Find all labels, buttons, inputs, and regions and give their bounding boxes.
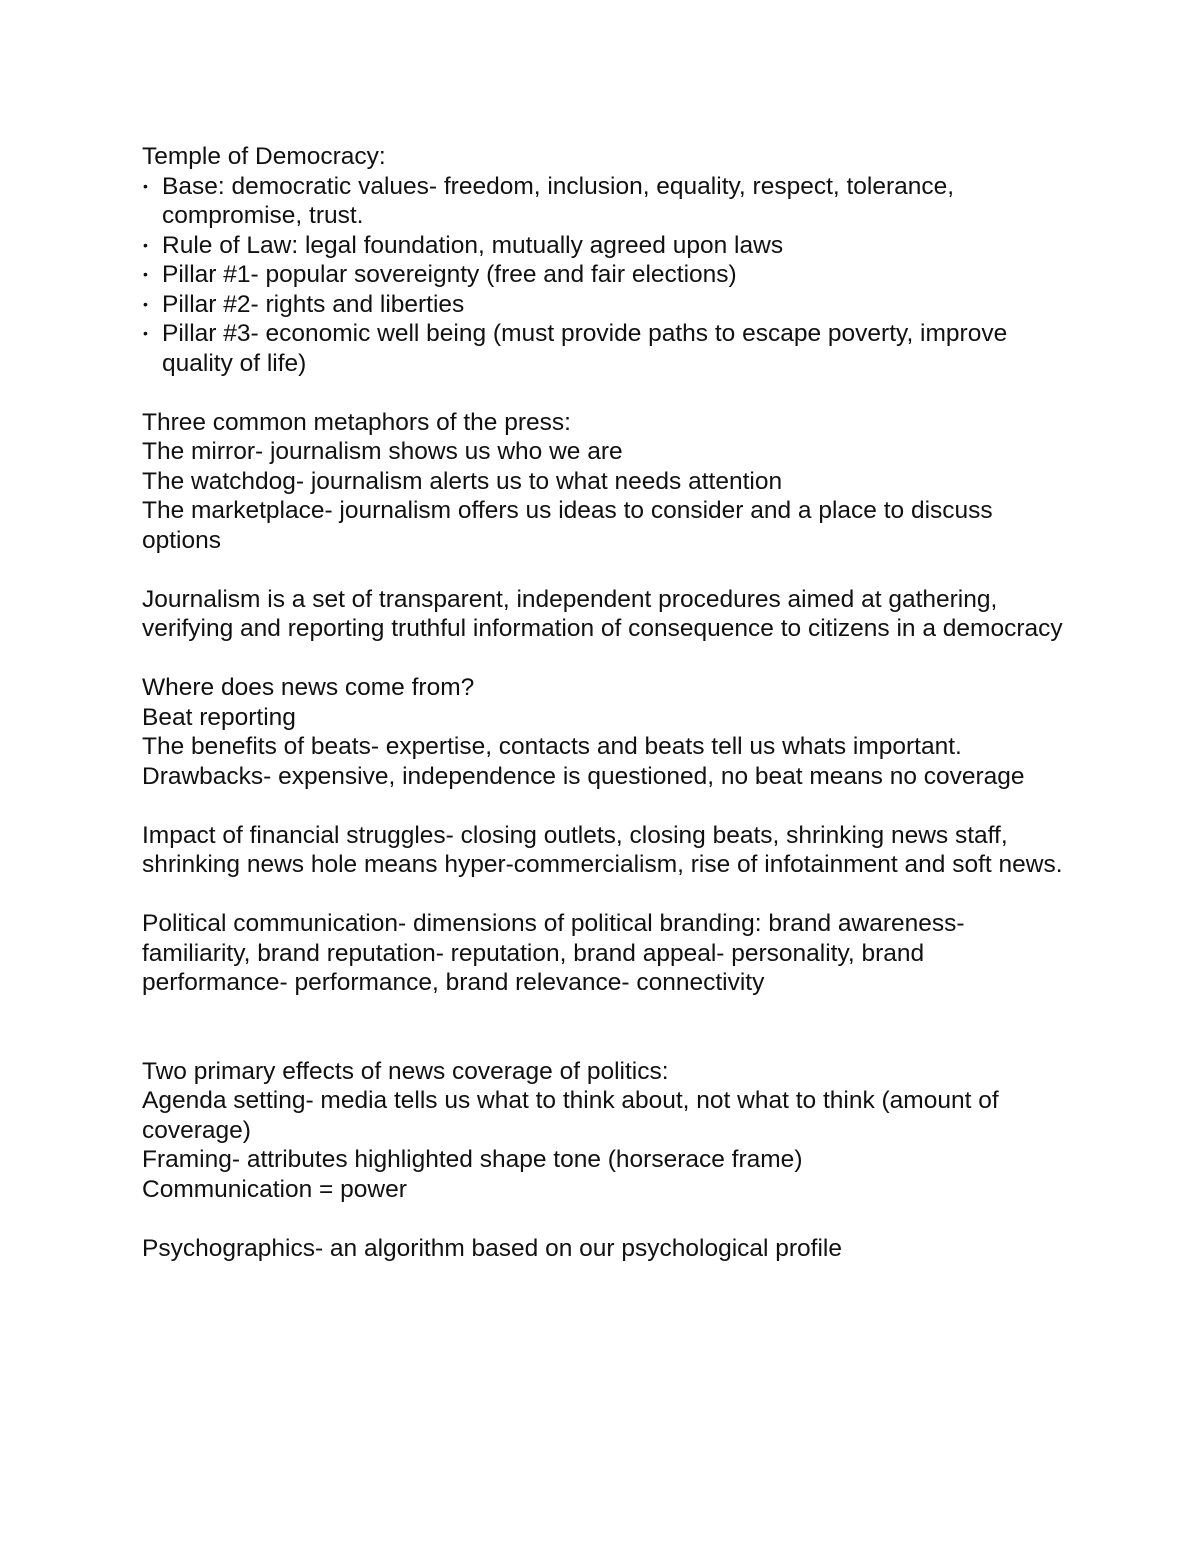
spacer: [142, 998, 1072, 1057]
beat-reporting: Beat reporting: [142, 703, 296, 731]
agenda-setting: Agenda setting- media tells us what to think about, not what to think (amount of coverage): [142, 1087, 999, 1144]
bullet-icon: •: [143, 177, 148, 194]
list-item: • Base: democratic values- freedom, inclusion, equality, respect, tolerance, compromise, trust.: [143, 172, 955, 229]
spacer: [142, 791, 1072, 821]
communication-power: Communication = power: [142, 1175, 407, 1203]
political-branding: Political communication- dimensions of political branding: brand awareness- familiarity, brand reputation- reputation, brand appeal- personality, brand performance- performance, brand relevance- connectivity: [142, 910, 965, 996]
spacer: [142, 644, 1072, 674]
metaphor-marketplace: The marketplace- journalism offers us ideas to consider and a place to discuss options: [142, 497, 993, 554]
spacer: [142, 880, 1072, 910]
spacer: [142, 378, 1072, 408]
bullet-icon: •: [143, 325, 148, 341]
list-item: • Pillar #1- popular sovereignty (free and fair elections): [143, 261, 737, 288]
psychographics: Psychographics- an algorithm based on our psychological profile: [142, 1234, 842, 1262]
list-item: • Rule of Law: legal foundation, mutually agreed upon laws: [143, 231, 784, 259]
bullet-icon: •: [143, 266, 148, 282]
metaphors-heading: Three common metaphors of the press:: [142, 408, 571, 436]
spacer: [142, 555, 1072, 585]
bullet-icon: •: [143, 236, 148, 253]
temple-bullet-list: [142, 172, 1072, 379]
metaphor-mirror: The mirror- journalism shows us who we are: [142, 438, 623, 465]
beat-drawbacks: Drawbacks- expensive, independence is questioned, no beat means no coverage: [142, 762, 1025, 790]
bullet-icon: •: [143, 295, 148, 312]
metaphor-watchdog: The watchdog- journalism alerts us to what needs attention: [142, 467, 783, 495]
document-page: [142, 142, 1072, 1263]
news-source-heading: Where does news come from?: [142, 674, 475, 701]
effects-heading: Two primary effects of news coverage of politics:: [142, 1057, 669, 1085]
temple-heading: Temple of Democracy:: [142, 143, 386, 170]
spacer: [142, 1204, 1072, 1234]
financial-impact: Impact of financial struggles- closing outlets, closing beats, shrinking news staff, shrinking news hole means hyper-commercialism, rise of infotainment and soft news.: [142, 821, 1063, 878]
framing: Framing- attributes highlighted shape tone (horserace frame): [142, 1146, 803, 1173]
list-item: • Pillar #3- economic well being (must provide paths to escape poverty, improve quality of life): [143, 320, 1008, 377]
journalism-definition: Journalism is a set of transparent, independent procedures aimed at gathering, verifying and reporting truthful information of consequence to citizens in a democracy: [142, 585, 1063, 642]
list-item: • Pillar #2- rights and liberties: [143, 290, 465, 318]
beat-benefits: The benefits of beats- expertise, contacts and beats tell us whats important.: [142, 733, 962, 760]
